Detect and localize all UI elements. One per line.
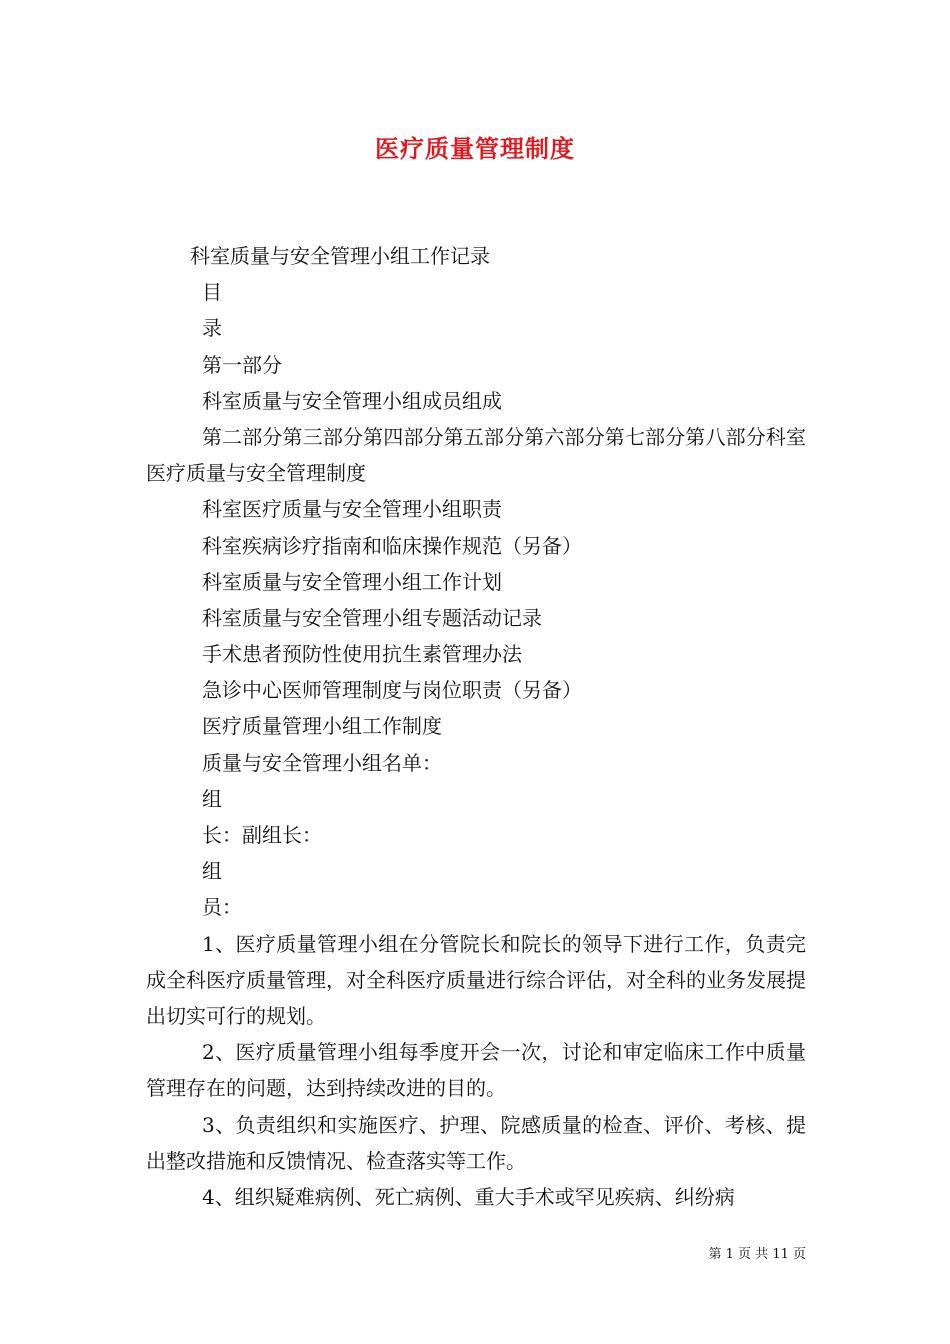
toc-heading-part2: 录 <box>202 316 222 341</box>
toc-item: 第一部分 <box>202 352 282 377</box>
member-label: 组 <box>202 859 222 884</box>
member-label: 员： <box>202 895 242 920</box>
record-heading: 科室质量与安全管理小组工作记录 <box>190 244 490 268</box>
toc-item: 科室医疗质量与安全管理小组职责 <box>202 497 502 522</box>
member-label: 组 <box>202 786 222 811</box>
section-heading: 医疗质量管理小组工作制度 <box>202 714 442 739</box>
toc-item: 科室质量与安全管理小组专题活动记录 <box>202 605 542 630</box>
toc-item: 手术患者预防性使用抗生素管理办法 <box>202 642 522 667</box>
toc-item: 急诊中心医师管理制度与岗位职责（另备） <box>202 678 582 703</box>
duty-paragraph: 4、组织疑难病例、死亡病例、重大手术或罕见疾病、纠纷病 <box>202 1185 735 1210</box>
duty-paragraph: 1、医疗质量管理小组在分管院长和院长的领导下进行工作，负责完成全科医疗质量管理，对全科医疗质量进行综合评估，对全科的业务发展提出切实可行的规划。 <box>146 931 806 1028</box>
toc-heading-part1: 目 <box>202 280 222 305</box>
document-title: 医疗质量管理制度 <box>375 134 575 163</box>
toc-item: 科室疾病诊疗指南和临床操作规范（另备） <box>202 533 582 558</box>
toc-item-wrapped: 第二部分第三部分第四部分第五部分第六部分第七部分第八部分科室医疗质量与安全管理制度 <box>146 424 806 486</box>
member-label: 长：副组长： <box>202 823 322 848</box>
toc-item: 科室质量与安全管理小组成员组成 <box>202 388 502 413</box>
duty-paragraph: 3、负责组织和实施医疗、护理、院感质量的检查、评价、考核、提出整改措施和反馈情况、检查落实等工作。 <box>146 1112 806 1173</box>
page-number: 第 1 页 共 11 页 <box>708 1247 806 1262</box>
member-list-heading: 质量与安全管理小组名单： <box>202 750 442 775</box>
document-body <box>146 238 806 1215</box>
toc-item: 科室质量与安全管理小组工作计划 <box>202 569 502 594</box>
duty-paragraph: 2、医疗质量管理小组每季度开会一次，讨论和审定临床工作中质量管理存在的问题，达到持续改进的目的。 <box>146 1040 806 1101</box>
